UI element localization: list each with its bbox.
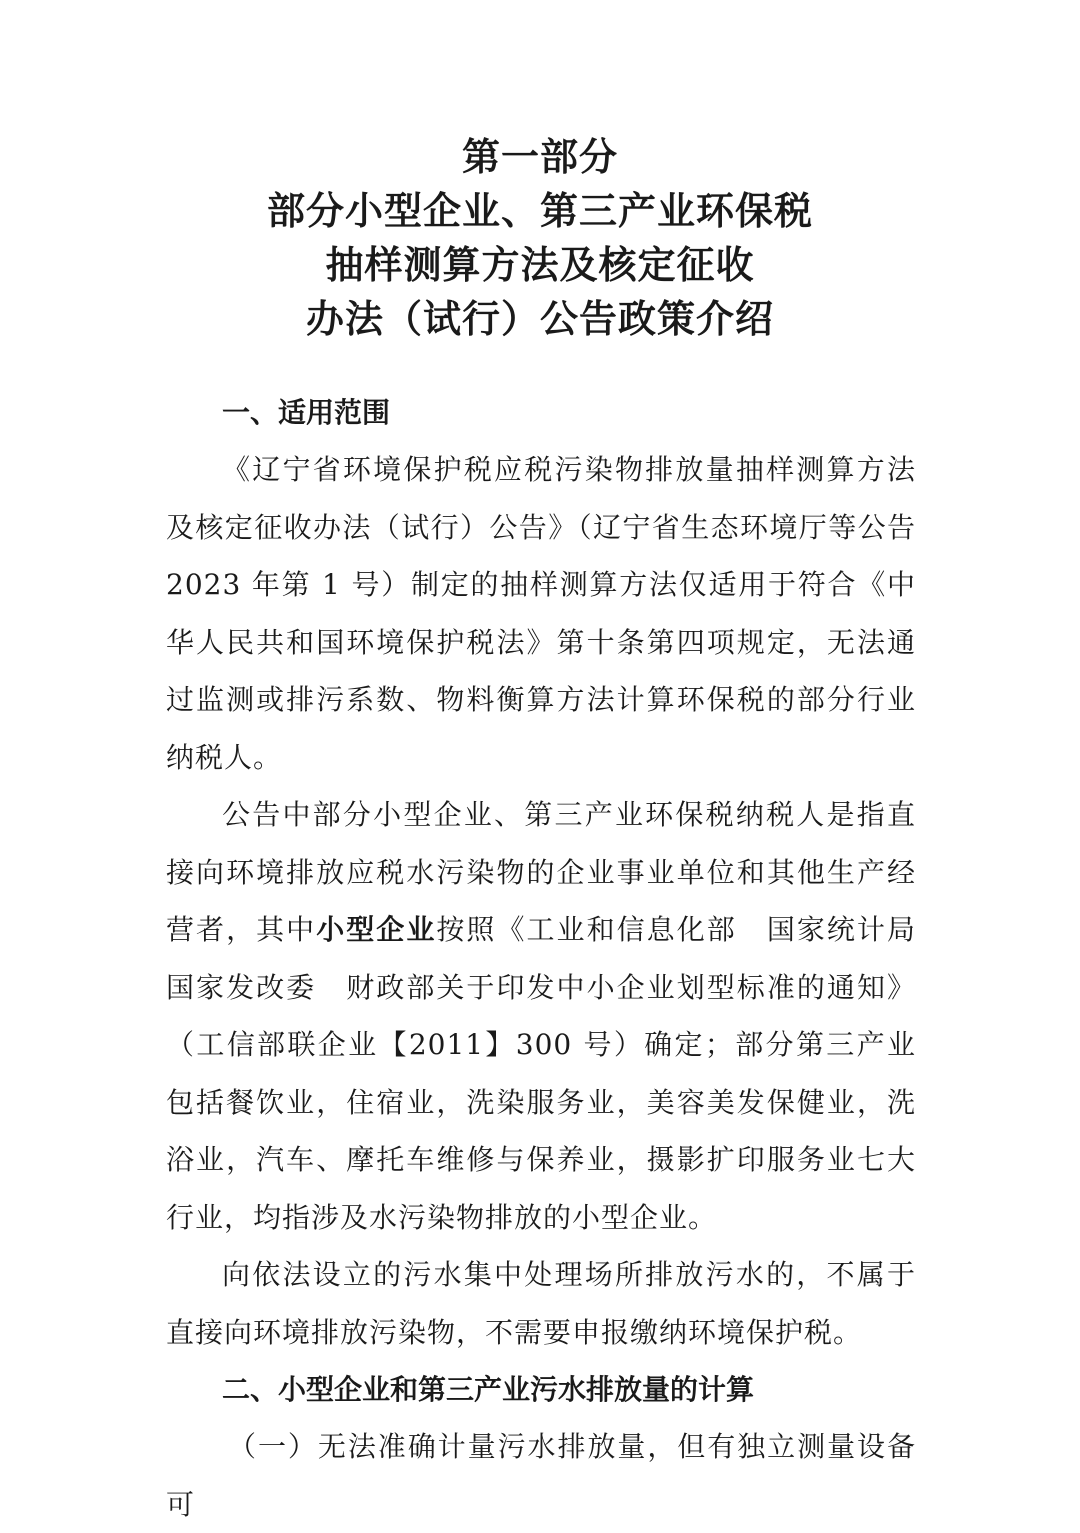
document-title [0,130,1080,346]
paragraph-taxpayer-definition [166,786,945,1246]
section-heading-scope: 一、适用范围 [222,396,391,429]
paragraph-text: 公告中部分小型企业、第三产业环保税纳税人是指直接向环境排放应税水污染物的企业事业单位和其他生产经营者，其中 [166,798,916,946]
paragraph-text: 按照《工业和信息化部 国家统计局 国家发改委 财政部关于印发中小企业划型标准的通知》（工信部联企业【2011】300 号）确定；部分第三产业包括餐饮业，住宿业，洗染服务业，美容美发保健业，洗浴业，汽车、摩托车维修与保养业，摄影扩印服务业七大行业，均指涉及水污染物排放的小型企业。 [166,913,945,1234]
title-line-3: 办法（试行）公告政策介绍 [305,297,774,341]
title-line-1: 部分小型企业、第三产业环保税 [266,189,813,233]
title-line-part: 第一部分 [461,135,618,179]
section-heading-calculation: 二、小型企业和第三产业污水排放量的计算 [222,1373,755,1406]
emphasis-small-enterprise: 小型企业 [316,913,437,946]
document-body [166,384,945,1533]
paragraph-exemption: 向依法设立的污水集中处理场所排放污水的，不属于直接向环境排放污染物，不需要申报缴纳环境保护税。 [166,1258,916,1349]
paragraph-scope-intro: 《辽宁省环境保护税应税污染物排放量抽样测算方法及核定征收办法（试行）公告》（辽宁省生态环境厅等公告2023 年第 1 号）制定的抽样测算方法仅适用于符合《中华人民共和国环境保护税法》第十条第四项规定，无法通过监测或排污系数、物料衡算方法计算环保税的部分行业纳税人。 [166,453,916,774]
paragraph-subsection-1: （一）无法准确计量污水排放量，但有独立测量设备可 [166,1430,916,1521]
title-line-2: 抽样测算方法及核定征收 [325,243,755,287]
